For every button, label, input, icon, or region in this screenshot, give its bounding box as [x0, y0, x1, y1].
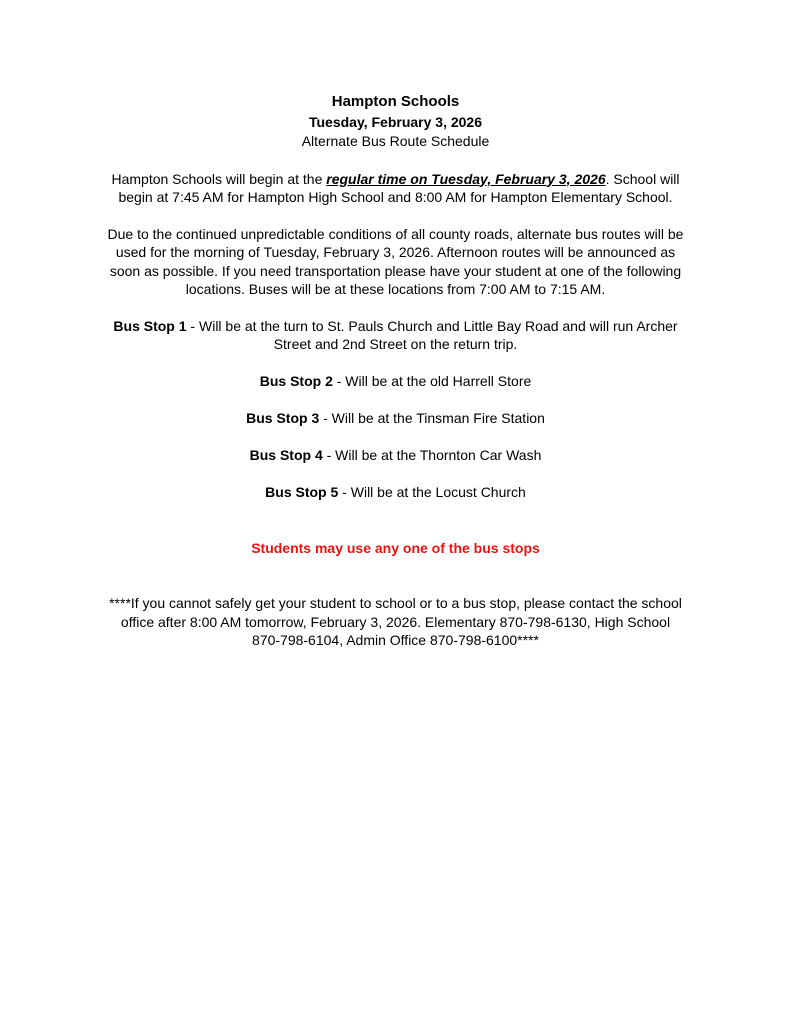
bus-stop-4: [100, 446, 691, 465]
bus-stop-description: - Will be at the Tinsman Fire Station: [319, 410, 545, 426]
bus-stop-label: Bus Stop 5: [265, 484, 339, 500]
contact-line-2: 870-798-6104, Admin Office 870-798-6100****: [252, 632, 539, 648]
contact-line-1: ****If you cannot safely get your student to school or to a bus stop, please contact the school office after 8:00 AM tomorrow, February 3, 2026. Elementary 870-798-6130, High School: [109, 595, 682, 630]
contact-paragraph: [100, 594, 691, 650]
bus-stop-notice: Students may use any one of the bus stops: [251, 539, 540, 556]
bus-stop-label: Bus Stop 1: [113, 317, 187, 334]
bus-stop-2: [100, 372, 691, 391]
intro-text-before: Hampton Schools will begin at the: [111, 170, 327, 187]
bus-stop-label: Bus Stop 3: [246, 410, 320, 426]
document-date: Tuesday, February 3, 2026: [308, 114, 482, 130]
bus-stop-description: - Will be at the Locust Church: [338, 484, 526, 500]
document-content: [100, 92, 691, 650]
document-title: Hampton Schools: [331, 93, 460, 110]
intro-text-after: . School will begin at 7:45 AM for Hampton High School and 8:00 AM for Hampton Elementary School.: [118, 170, 680, 205]
bus-stop-description: - Will be at the old Harrell Store: [332, 373, 532, 389]
intro-paragraph: [100, 170, 691, 207]
document-subtitle: Alternate Bus Route Schedule: [301, 133, 490, 149]
bus-stop-description: - Will be at the Thornton Car Wash: [322, 447, 542, 463]
conditions-paragraph: Due to the continued unpredictable conditions of all county roads, alternate bus routes will be used for the morning of Tuesday, February 3, 2026. Afternoon routes will be announced as soon as possible. If you need transportation please have your student at one of the following locations. Buses will be at these locations from 7:00 AM to 7:15 AM.: [107, 225, 684, 297]
bus-stop-label: Bus Stop 4: [249, 447, 323, 463]
bus-stop-3: [100, 409, 691, 428]
bus-stop-label: Bus Stop 2: [259, 373, 333, 389]
bus-stop-description: - Will be at the turn to St. Pauls Church and Little Bay Road and will run Archer Street and 2nd Street on the return trip.: [186, 317, 678, 352]
intro-emphasis: regular time on Tuesday, February 3, 2026: [326, 170, 606, 187]
bus-stop-5: [100, 483, 691, 502]
bus-stop-1: [100, 317, 691, 354]
